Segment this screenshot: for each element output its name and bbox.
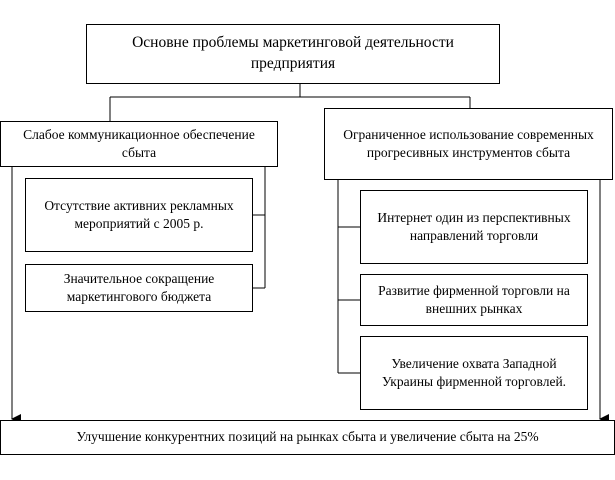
- top-problem-box: [86, 24, 500, 84]
- left-subitem-text: Значительное сокращение маркетингового бюджета: [63, 270, 215, 304]
- outcome-box: [0, 420, 615, 455]
- left-subitem-text: Отсутствие активних рекламных мероприятий с 2005 р.: [44, 197, 234, 231]
- left-category-text: Слабое коммуникационное обеспечение сбыта: [23, 126, 255, 160]
- left-subitem-box: [25, 178, 253, 252]
- left-category-box: [0, 121, 278, 167]
- outcome-text: Улучшение конкурентних позиций на рынках сбыта и увеличение сбыта на 25%: [76, 429, 539, 445]
- right-category-box: [324, 108, 613, 180]
- right-subitem-box: [360, 274, 588, 326]
- left-subitem-box: [25, 264, 253, 312]
- right-subitem-text: Увеличение охвата Западной Украины фирменной торговлей.: [381, 355, 567, 389]
- right-subitem-text: Развитие фирменной торговли на внешних рынках: [378, 282, 570, 316]
- right-subitem-box: [360, 336, 588, 410]
- top-problem-text: Основне проблемы маркетинговой деятельности предприятия: [132, 34, 454, 72]
- right-category-text: Ограниченное использование современных прогресивных инструментов сбыта: [343, 126, 594, 160]
- right-subitem-text: Интернет один из перспективных направлений торговли: [377, 209, 571, 243]
- right-subitem-box: [360, 190, 588, 264]
